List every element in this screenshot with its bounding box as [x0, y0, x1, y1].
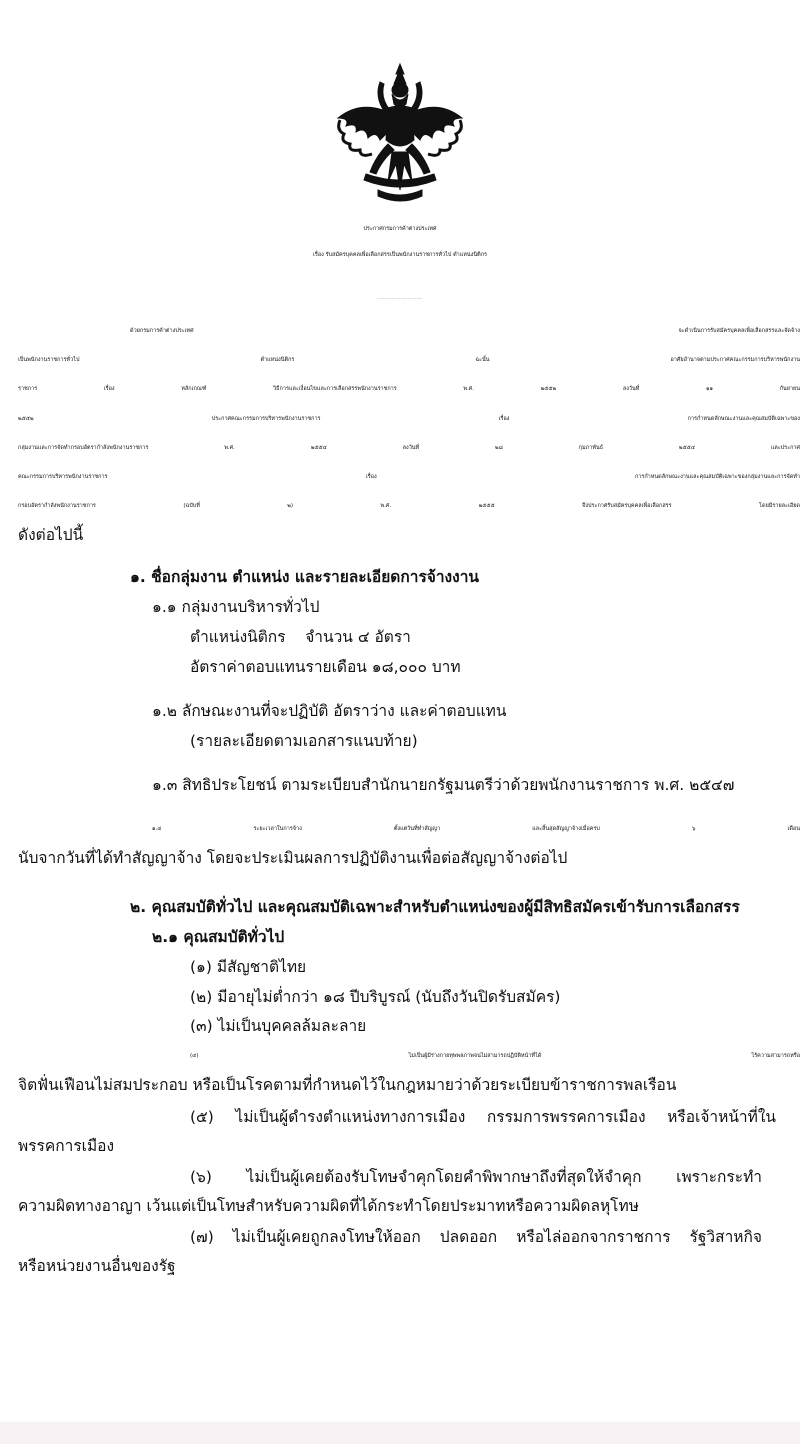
- section-2-title: ๒. คุณสมบัติทั่วไป และคุณสมบัติเฉพาะสำหรับตำแหน่งของผู้มีสิทธิสมัครเข้ารับการเลือกสรร: [130, 898, 740, 916]
- qualification-item-continued: จิตฟั่นเฟือนไม่สมประกอบ หรือเป็นโรคตามที่กำหนดไว้ในกฎหมายว่าด้วยระเบียบข้าราชการพลเรือน: [18, 1076, 677, 1094]
- qualification-item-continued: ความผิดทางอาญา เว้นแต่เป็นโทษสำหรับความผิดที่ได้กระทำโดยประมาทหรือความผิดลหุโทษ: [18, 1197, 639, 1215]
- section-1-3: ๑.๓ สิทธิประโยชน์ ตามระเบียบสำนักนายกรัฐมนตรีว่าด้วยพนักงานราชการ พ.ศ. ๒๕๔๗: [152, 776, 735, 794]
- intro-line: ราชการ เรื่อง หลักเกณฑ์ วิธีการและเงื่อนไขและการเลือกสรรพนักงานราชการ พ.ศ. ๒๕๕๒ ลงวันที่ ๑๑ กันยายน: [18, 386, 800, 392]
- section-1-title: ๑. ชื่อกลุ่มงาน ตำแหน่ง และรายละเอียดการจ้างงาน: [130, 568, 479, 586]
- intro-line: ด้วยกรมการค้าต่างประเทศ จะดำเนินการรับสมัครบุคคลเพื่อเลือกสรรและจัดจ้าง: [130, 328, 800, 334]
- qualification-item: (๕) ไม่เป็นผู้ดำรงตำแหน่งทางการเมือง กรรมการพรรคการเมือง หรือเจ้าหน้าที่ใน: [190, 1108, 776, 1126]
- section-1-4-line: ๑.๔ ระยะเวลาในการจ้าง ตั้งแต่วันที่ทำสัญญา และสิ้นสุดสัญญาจ้างเมื่อครบ ๖ เดือน: [152, 826, 800, 832]
- qualification-item-continued: พรรคการเมือง: [18, 1137, 115, 1155]
- section-1-2-title: ๑.๒ ลักษณะงานที่จะปฏิบัติ อัตราว่าง และค่าตอบแทน: [152, 702, 507, 720]
- qualification-item: (๒) มีอายุไม่ต่ำกว่า ๑๘ ปีบริบูรณ์ (นับถึงวันปิดรับสมัคร): [190, 988, 561, 1006]
- section-1-4-line: นับจากวันที่ได้ทำสัญญาจ้าง โดยจะประเมินผลการปฏิบัติงานเพื่อต่อสัญญาจ้างต่อไป: [18, 849, 568, 867]
- section-1-1-salary: อัตราค่าตอบแทนรายเดือน ๑๘,๐๐๐ บาท: [190, 658, 461, 676]
- page-bottom-edge: [0, 1422, 800, 1444]
- qualification-item: (๖) ไม่เป็นผู้เคยต้องรับโทษจำคุกโดยคำพิพากษาถึงที่สุดให้จำคุก เพราะกระทำ: [190, 1168, 762, 1186]
- announcement-title: ประกาศกรมการค้าต่างประเทศ: [363, 226, 437, 232]
- intro-line: เป็นพนักงานราชการทั่วไป ตำแหน่งนิติกร ฉะนั้น อาศัยอำนาจตามประกาศคณะกรรมการบริหารพนักงาน: [18, 357, 800, 363]
- qualification-item: (๑) มีสัญชาติไทย: [190, 958, 307, 976]
- garuda-emblem-icon: [330, 60, 470, 208]
- qualification-item: (๗) ไม่เป็นผู้เคยถูกลงโทษให้ออก ปลดออก หรือไล่ออกจากราชการ รัฐวิสาหกิจ: [190, 1228, 762, 1246]
- qualification-item-continued: หรือหน่วยงานอื่นของรัฐ: [18, 1257, 176, 1275]
- qualification-item: (๓) ไม่เป็นบุคคลล้มละลาย: [190, 1017, 367, 1035]
- section-1-1-position: ตำแหน่งนิติกร จำนวน ๔ อัตรา: [190, 628, 411, 646]
- announcement-subject: เรื่อง รับสมัครบุคคลเพื่อเลือกสรรเป็นพนักงานราชการทั่วไป ตำแหน่งนิติกร: [313, 252, 487, 258]
- intro-line: ๒๕๕๒ ประกาศคณะกรรมการบริหารพนักงานราชการ เรื่อง การกำหนดลักษณะงานและคุณสมบัติเฉพาะของ: [18, 416, 800, 422]
- section-1-1-title: ๑.๑ กลุ่มงานบริหารทั่วไป: [152, 598, 320, 616]
- heading-divider: -------------------------------------: [377, 298, 423, 300]
- intro-line: ดังต่อไปนี้: [18, 526, 84, 544]
- section-1-2-note: (รายละเอียดตามเอกสารแนบท้าย): [190, 732, 418, 750]
- qualification-item: (๔) ไม่เป็นผู้มีร่างกายทุพพลภาพจนไม่สามารถปฏิบัติหน้าที่ได้ ไร้ความสามารถหรือ: [190, 1053, 800, 1059]
- intro-line: กลุ่มงานและการจัดทำกรอบอัตรากำลังพนักงานราชการ พ.ศ. ๒๕๕๔ ลงวันที่ ๒๘ กุมภาพันธ์ ๒๕๕๔ และประกาศ: [18, 445, 800, 451]
- section-2-1-title: ๒.๑ คุณสมบัติทั่วไป: [152, 928, 285, 946]
- intro-line: คณะกรรมการบริหารพนักงานราชการ เรื่อง การกำหนดลักษณะงานและคุณสมบัติเฉพาะของกลุ่มงานและการจัดทำ: [18, 474, 800, 480]
- intro-line: กรอบอัตรากำลังพนักงานราชการ (ฉบับที่ ๒) พ.ศ. ๒๕๕๕ จึงประกาศรับสมัครบุคคลเพื่อเลือกสรร โดยมีรายละเอียด: [18, 503, 800, 509]
